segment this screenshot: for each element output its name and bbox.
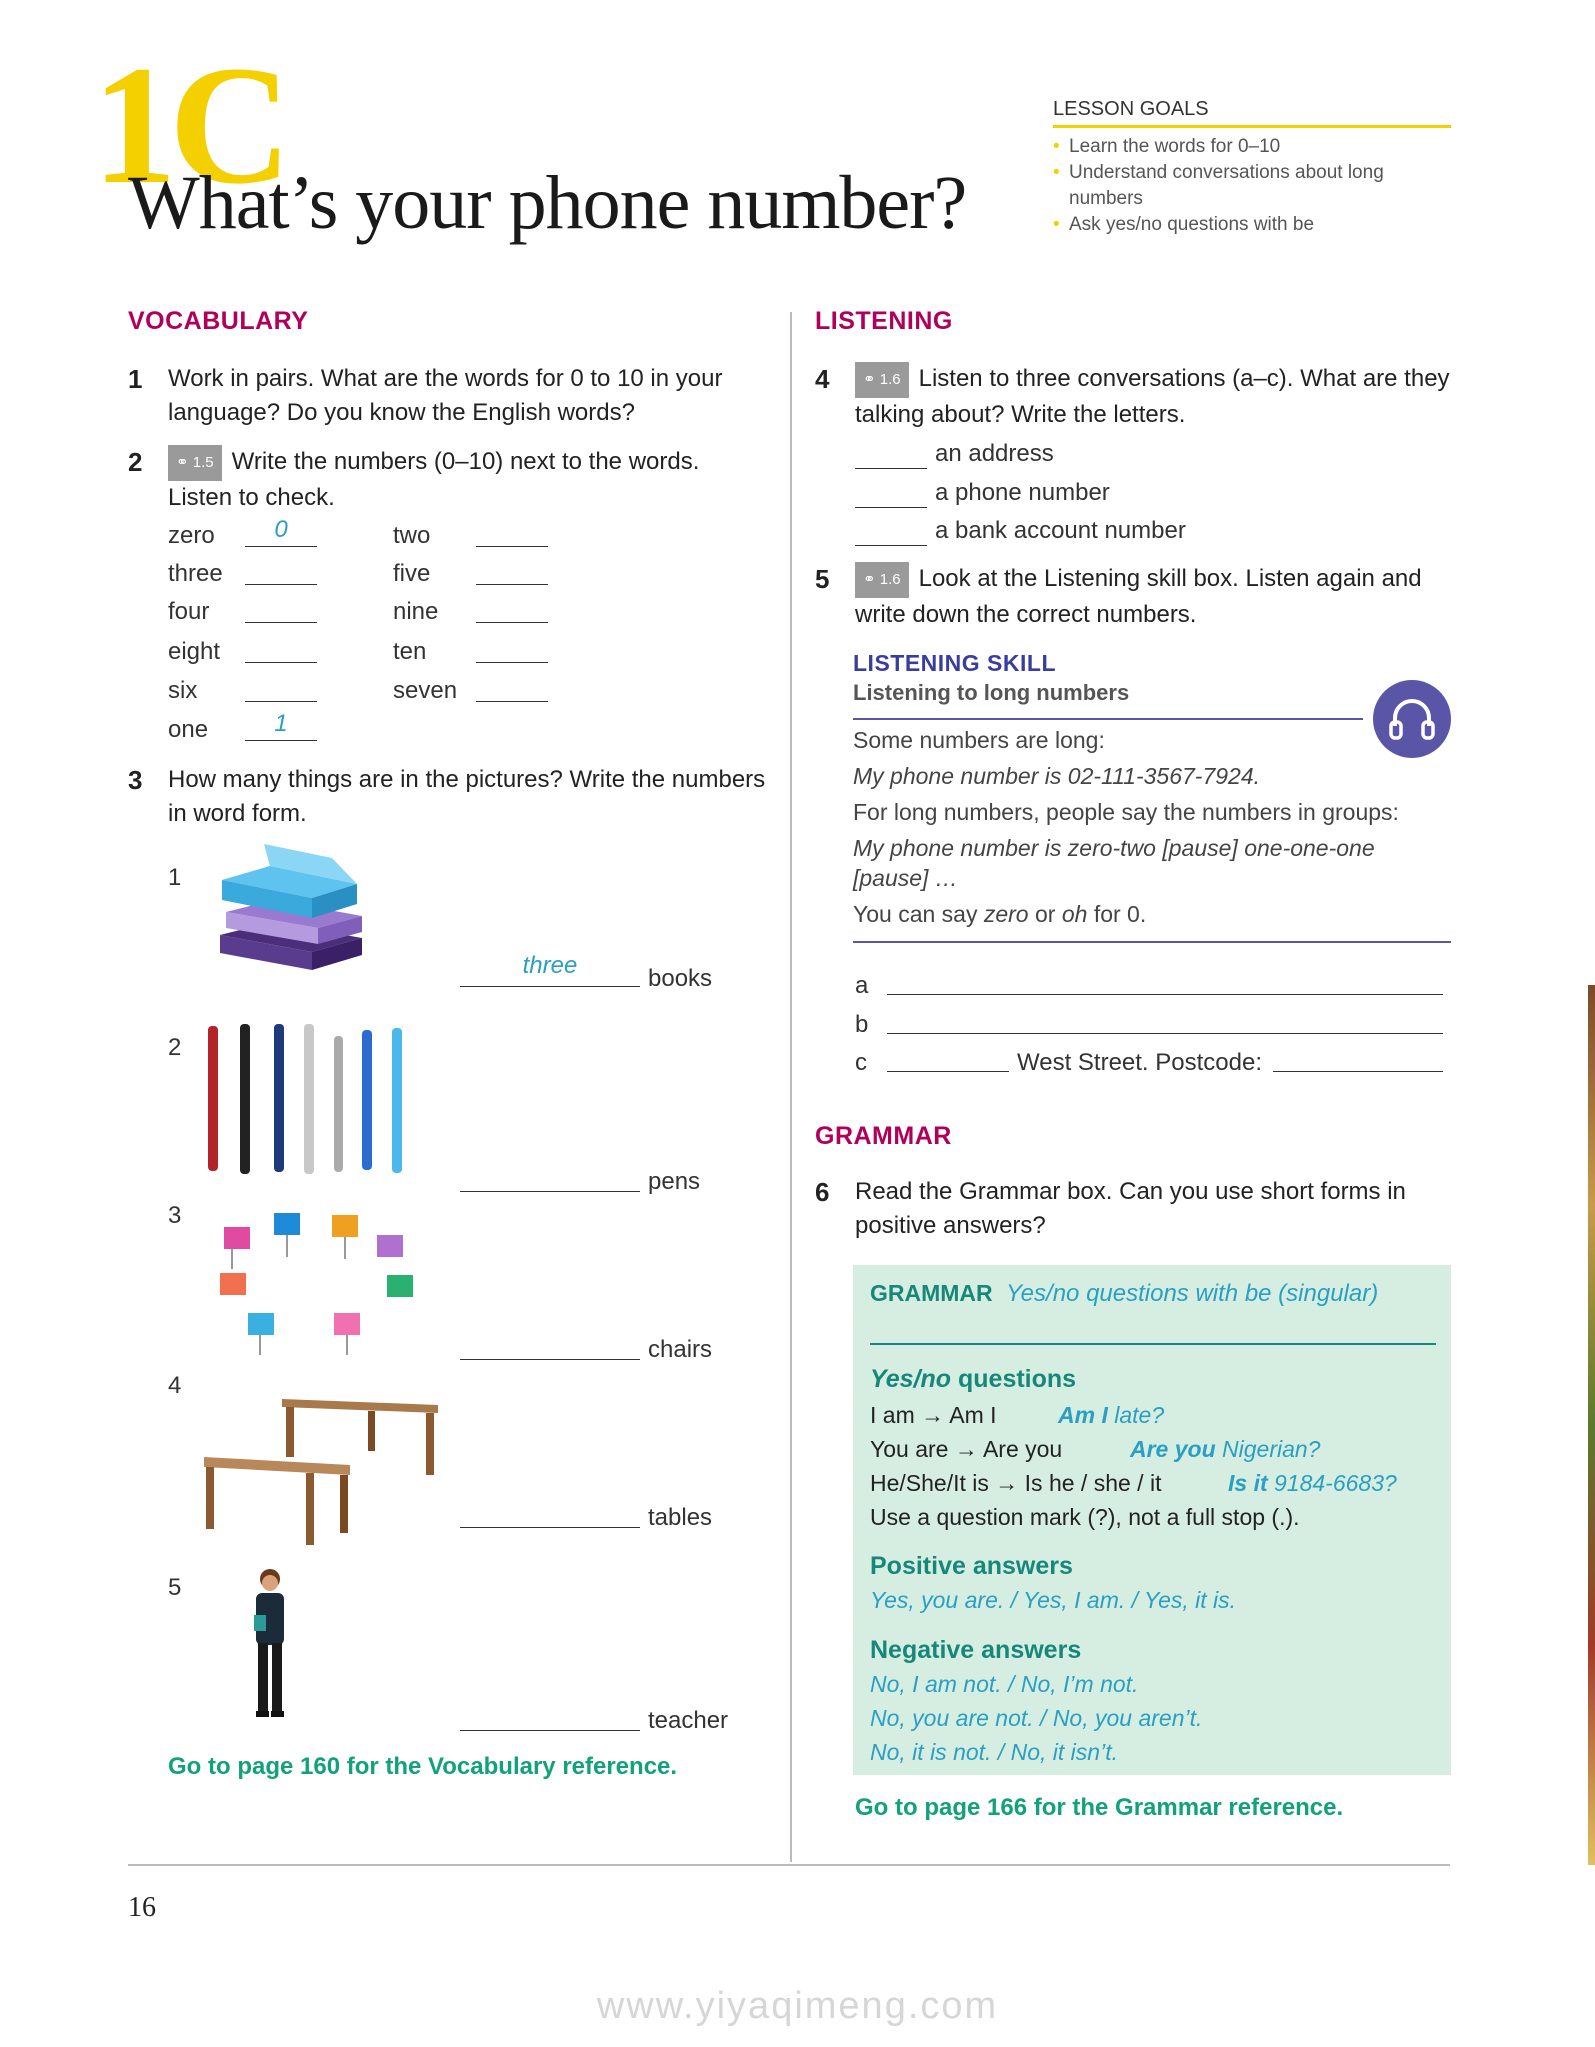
audio-track-badge[interactable]: ⚭ 1.6 (855, 362, 909, 398)
grammar-rule (870, 1343, 1436, 1345)
answer-blank[interactable] (476, 560, 548, 585)
task-1 (128, 362, 768, 430)
negative-answers-heading: Negative answers (870, 1636, 1082, 1664)
negative-answer: No, I am not. / No, I’m not. (870, 1671, 1139, 1697)
option-phone-number: a phone number (935, 479, 1110, 506)
west-street-text: West Street. Postcode: (1017, 1049, 1263, 1076)
grammar-form: You are → Are you (870, 1436, 1063, 1462)
grammar-form: I am → Am I (870, 1402, 997, 1428)
page-title: What’s your phone number? (128, 161, 967, 245)
answer-blank[interactable] (460, 1503, 640, 1528)
word-six: six (168, 677, 198, 704)
chairs-image (212, 1205, 422, 1360)
listening-skill-body (853, 725, 1453, 929)
task-5-text: Look at the Listening skill box. Listen again and write down the correct numbers. (855, 565, 1422, 628)
answer-blank[interactable] (476, 638, 548, 663)
picture-number: 4 (168, 1372, 182, 1399)
grammar-form: He/She/It is → Is he / she / it (870, 1470, 1162, 1496)
grammar-box-title (870, 1278, 1430, 1312)
tables-image (200, 1395, 440, 1555)
books-image (212, 840, 362, 980)
answer-line-a[interactable] (887, 970, 1443, 995)
picture-label: tables (648, 1504, 713, 1531)
task-3-text: How many things are in the pictures? Write the numbers in word form. (168, 766, 766, 827)
audio-track-badge[interactable]: ⚭ 1.5 (168, 445, 222, 481)
skill-text: You can say zero or oh for 0. (853, 901, 1147, 927)
negative-answer: No, it is not. / No, it isn’t. (870, 1739, 1118, 1765)
answer-line-c2[interactable] (1273, 1047, 1443, 1072)
lesson-goals (1053, 98, 1451, 238)
word-two: two (393, 522, 431, 549)
watermark: www.yiyaqimeng.com (596, 1985, 999, 2027)
answer-letter-b: b (855, 1011, 869, 1038)
answer-zero: 0 (274, 516, 288, 543)
answer-blank[interactable] (245, 638, 317, 663)
teacher-image (236, 1565, 306, 1730)
task-2 (128, 445, 768, 515)
skill-rule (853, 941, 1451, 943)
grammar-questions-heading: Yes/no questions (870, 1365, 1077, 1393)
answer-blank[interactable] (476, 677, 548, 702)
task-4-text: Listen to three conversations (a–c). What are they talking about? Write the letters. (855, 365, 1450, 428)
answer-blank[interactable] (855, 444, 927, 469)
positive-answers: Yes, you are. / Yes, I am. / Yes, it is. (870, 1587, 1237, 1613)
task-number: 5 (815, 564, 830, 594)
listening-skill-heading: LISTENING SKILL (853, 650, 1056, 676)
listening-heading: LISTENING (815, 307, 953, 335)
answer-blank[interactable] (855, 521, 927, 546)
answer-one: 1 (274, 710, 288, 737)
option-address: an address (935, 440, 1054, 467)
picture-number: 2 (168, 1034, 182, 1061)
grammar-example: Am I late? (1058, 1402, 1165, 1428)
answer-letter-c: c (855, 1049, 867, 1076)
vocabulary-heading: VOCABULARY (128, 307, 309, 335)
bottom-rule (128, 1864, 1450, 1866)
lesson-goals-heading: LESSON GOALS (1053, 98, 1451, 128)
lesson-number: 1C (92, 31, 284, 219)
skill-text: For long numbers, people say the numbers in groups: (853, 799, 1399, 825)
grammar-example: Are you Nigerian? (1130, 1436, 1321, 1462)
word-five: five (393, 560, 431, 587)
grammar-box-label: GRAMMAR (870, 1280, 993, 1306)
goal-item: • Understand conversations about long numbers (1053, 160, 1451, 212)
lesson-goals-list (1053, 134, 1451, 238)
grammar-rule-text: Use a question mark (?), not a full stop (.). (870, 1504, 1300, 1530)
listening-skill-subtitle: Listening to long numbers (853, 680, 1130, 705)
answer-blank[interactable] (460, 1706, 640, 1731)
task-number: 3 (128, 765, 143, 795)
page-number: 16 (128, 1892, 156, 1923)
word-nine: nine (393, 598, 439, 625)
picture-label: pens (648, 1168, 701, 1195)
task-5 (815, 562, 1455, 632)
task-number: 2 (128, 447, 143, 477)
negative-answer: No, you are not. / No, you aren’t. (870, 1705, 1203, 1731)
word-four: four (168, 598, 210, 625)
task-2-text: Write the numbers (0–10) next to the words. Listen to check. (168, 448, 700, 511)
audio-track-badge[interactable]: ⚭ 1.6 (855, 562, 909, 598)
task-number: 6 (815, 1177, 830, 1207)
answer-blank[interactable] (460, 1167, 640, 1192)
picture-label: books (648, 965, 713, 992)
grammar-heading: GRAMMAR (815, 1122, 952, 1150)
column-divider (790, 312, 792, 1862)
adjacent-page-edge (1588, 985, 1595, 1865)
goal-item: • Ask yes/no questions with be (1053, 212, 1451, 238)
skill-rule (853, 718, 1363, 720)
picture-number: 3 (168, 1202, 182, 1229)
word-zero: zero (168, 522, 215, 549)
vocabulary-reference-link[interactable]: Go to page 160 for the Vocabulary reference. (168, 1753, 678, 1780)
task-1-text: Work in pairs. What are the words for 0 to 10 in your language? Do you know the English words? (168, 365, 723, 426)
picture-answer: three (522, 952, 578, 979)
skill-example: My phone number is zero-two [pause] one-one-one [pause] … (853, 835, 1375, 891)
skill-text: Some numbers are long: (853, 727, 1105, 753)
answer-blank[interactable] (245, 560, 317, 585)
answer-blank[interactable] (476, 598, 548, 623)
task-6-text: Read the Grammar box. Can you use short forms in positive answers? (855, 1178, 1406, 1239)
grammar-reference-link[interactable]: Go to page 166 for the Grammar reference. (855, 1794, 1344, 1821)
skill-example: My phone number is 02-111-3567-7924. (853, 763, 1261, 789)
picture-number: 1 (168, 864, 182, 891)
picture-label: chairs (648, 1336, 713, 1363)
picture-label: teacher (648, 1707, 729, 1734)
answer-letter-a: a (855, 972, 869, 999)
task-4 (815, 362, 1455, 432)
task-3 (128, 763, 768, 831)
answer-line-c1[interactable] (887, 1047, 1009, 1072)
task-number: 4 (815, 364, 830, 394)
task-6 (815, 1175, 1455, 1243)
picture-number: 5 (168, 1574, 182, 1601)
answer-blank[interactable] (476, 522, 548, 547)
answer-blank[interactable] (855, 483, 927, 508)
goal-item: • Learn the words for 0–10 (1053, 134, 1451, 160)
word-one: one (168, 716, 209, 743)
word-seven: seven (393, 677, 458, 704)
word-ten: ten (393, 638, 427, 665)
grammar-box-topic: Yes/no questions with be (singular) (1006, 1280, 1379, 1307)
answer-blank[interactable] (460, 1335, 640, 1360)
word-eight: eight (168, 638, 221, 665)
positive-answers-heading: Positive answers (870, 1552, 1073, 1580)
pens-image (200, 1020, 420, 1175)
option-bank-account: a bank account number (935, 517, 1186, 544)
answer-blank[interactable] (245, 677, 317, 702)
answer-line-b[interactable] (887, 1009, 1443, 1034)
task-number: 1 (128, 364, 143, 394)
answer-blank[interactable] (245, 598, 317, 623)
word-three: three (168, 560, 223, 587)
grammar-example: Is it 9184-6683? (1228, 1470, 1397, 1496)
